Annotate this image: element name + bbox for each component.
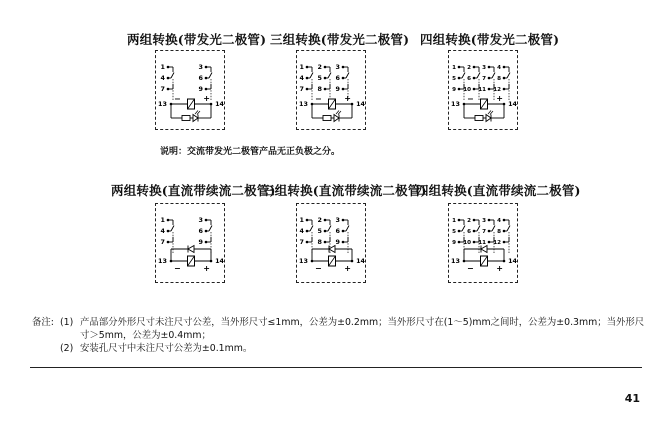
pin-label: 4 bbox=[299, 74, 304, 82]
pin-label: 1 bbox=[452, 218, 456, 224]
contact-arm bbox=[492, 73, 495, 79]
diagram-four-group-diode bbox=[448, 203, 518, 283]
title-two-group-diode: 两组转换(直流带续流二极管) bbox=[111, 183, 276, 198]
pin-label: 3 bbox=[482, 65, 486, 71]
pin-label: 8 bbox=[497, 76, 501, 82]
minus-sign: − bbox=[174, 94, 181, 104]
resistor bbox=[475, 116, 483, 121]
coil-pin-14: 14 bbox=[215, 257, 224, 266]
contact-arm bbox=[171, 226, 174, 232]
contact-arm bbox=[477, 226, 480, 232]
coil-pin-14: 14 bbox=[215, 100, 224, 109]
schematic-svg bbox=[449, 51, 519, 131]
plus-sign: + bbox=[344, 94, 351, 103]
led-triangle bbox=[193, 115, 198, 122]
resistor bbox=[323, 116, 331, 121]
pin-label: 6 bbox=[335, 74, 340, 82]
contact-arm bbox=[171, 73, 174, 79]
contact-arm bbox=[462, 226, 465, 232]
pin-label: 4 bbox=[497, 65, 501, 71]
contact-arm bbox=[462, 73, 465, 79]
coil-pin-13: 13 bbox=[158, 257, 167, 266]
pin-label: 8 bbox=[497, 229, 501, 235]
plus-sign: + bbox=[496, 94, 503, 103]
contact-arm bbox=[328, 226, 331, 232]
minus-sign: − bbox=[467, 94, 474, 104]
page-number: 41 bbox=[624, 392, 640, 405]
pin-label: 2 bbox=[467, 65, 471, 71]
pin-label: 1 bbox=[160, 63, 165, 71]
pin-label: 11 bbox=[478, 87, 486, 93]
pin-label: 2 bbox=[317, 63, 322, 71]
pin-label: 12 bbox=[493, 87, 501, 93]
contact-arm bbox=[310, 73, 313, 79]
pin-label: 12 bbox=[493, 240, 501, 246]
pin-label: 6 bbox=[335, 227, 340, 235]
pin-label: 1 bbox=[452, 65, 456, 71]
pin-label: 5 bbox=[452, 229, 456, 235]
schematic-svg bbox=[297, 51, 367, 131]
coil-pin-14: 14 bbox=[508, 257, 517, 266]
minus-sign: − bbox=[315, 94, 322, 104]
contact-arm bbox=[492, 226, 495, 232]
pin-label: 3 bbox=[335, 63, 340, 71]
diode-triangle bbox=[481, 246, 487, 253]
minus-sign: − bbox=[174, 264, 181, 273]
remarks-label: 备注: bbox=[32, 317, 54, 328]
schematic-svg bbox=[156, 204, 226, 284]
pin-label: 7 bbox=[482, 76, 486, 82]
title-two-group-led: 两组转换(带发光二极管) bbox=[127, 32, 267, 47]
pin-label: 9 bbox=[198, 85, 203, 93]
diagram-four-group-led bbox=[448, 50, 518, 130]
pin-label: 7 bbox=[299, 85, 304, 93]
pin-label: 6 bbox=[467, 76, 471, 82]
pin-label: 5 bbox=[452, 76, 456, 82]
plus-sign: + bbox=[203, 264, 210, 273]
footer-rule bbox=[30, 367, 642, 368]
contact-arm bbox=[209, 73, 212, 79]
pin-label: 3 bbox=[335, 216, 340, 224]
remark-1-text-a: 产品部分外形尺寸未注尺寸公差，当外形尺寸≤1mm，公差为±0.2mm；当外形尺寸在(1～5)mm之间时，公差为±0.3mm；当外形尺 bbox=[80, 317, 645, 328]
pin-label: 3 bbox=[198, 216, 203, 224]
plus-sign: + bbox=[203, 94, 210, 103]
pin-label: 2 bbox=[317, 216, 322, 224]
pin-label: 1 bbox=[299, 63, 304, 71]
pin-label: 6 bbox=[198, 74, 203, 82]
contact-arm bbox=[346, 73, 349, 79]
led-triangle bbox=[334, 115, 339, 122]
remark-1-num: (1) bbox=[60, 317, 74, 328]
pin-label: 7 bbox=[482, 229, 486, 235]
diagram-three-group-diode bbox=[296, 203, 366, 283]
contact-arm bbox=[477, 73, 480, 79]
pin-label: 11 bbox=[478, 240, 486, 246]
remark-1-line-2 bbox=[80, 329, 211, 342]
remark-2-text: 安装孔尺寸中未注尺寸公差为±0.1mm。 bbox=[80, 343, 253, 354]
remark-2 bbox=[60, 342, 252, 355]
diagram-three-group-led bbox=[296, 50, 366, 130]
coil-pin-13: 13 bbox=[299, 257, 308, 266]
pin-label: 8 bbox=[317, 85, 322, 93]
remark-1-text-b: 寸＞5mm，公差为±0.4mm； bbox=[80, 330, 211, 341]
coil-pin-14: 14 bbox=[356, 100, 365, 109]
pin-label: 3 bbox=[482, 218, 486, 224]
contact-arm bbox=[507, 226, 510, 232]
pin-label: 4 bbox=[299, 227, 304, 235]
title-four-group-led: 四组转换(带发光二极管) bbox=[420, 32, 560, 47]
title-four-group-diode: 四组转换(直流带续流二极管) bbox=[416, 183, 581, 198]
pin-label: 4 bbox=[497, 218, 501, 224]
pin-label: 10 bbox=[463, 240, 471, 246]
schematic-svg bbox=[449, 204, 519, 284]
pin-label: 9 bbox=[452, 240, 456, 246]
pin-label: 8 bbox=[317, 238, 322, 246]
pin-label: 4 bbox=[160, 227, 165, 235]
contact-arm bbox=[209, 226, 212, 232]
diagram-two-group-led bbox=[155, 50, 225, 130]
pin-label: 10 bbox=[463, 87, 471, 93]
pin-label: 9 bbox=[452, 87, 456, 93]
diode-triangle bbox=[188, 246, 194, 253]
contact-arm bbox=[346, 226, 349, 232]
contact-arm bbox=[507, 73, 510, 79]
pin-label: 6 bbox=[467, 229, 471, 235]
coil-pin-13: 13 bbox=[451, 257, 460, 266]
pin-label: 1 bbox=[299, 216, 304, 224]
coil-pin-14: 14 bbox=[508, 100, 517, 109]
coil-pin-13: 13 bbox=[451, 100, 460, 109]
pin-label: 7 bbox=[160, 238, 165, 246]
coil-pin-13: 13 bbox=[299, 100, 308, 109]
schematic-svg bbox=[297, 204, 367, 284]
note-ac-led: 说明：交流带发光二极管产品无正负极之分。 bbox=[160, 147, 341, 157]
pin-label: 1 bbox=[160, 216, 165, 224]
minus-sign: − bbox=[315, 264, 322, 273]
diagram-two-group-diode bbox=[155, 203, 225, 283]
schematic-svg bbox=[156, 51, 226, 131]
coil-pin-14: 14 bbox=[356, 257, 365, 266]
pin-label: 6 bbox=[198, 227, 203, 235]
remark-2-num: (2) bbox=[60, 343, 74, 354]
pin-label: 4 bbox=[160, 74, 165, 82]
minus-sign: − bbox=[467, 264, 474, 273]
contact-arm bbox=[328, 73, 331, 79]
pin-label: 7 bbox=[160, 85, 165, 93]
pin-label: 7 bbox=[299, 238, 304, 246]
coil-pin-13: 13 bbox=[158, 100, 167, 109]
title-three-group-diode: 三组转换(直流带续流二极管) bbox=[262, 183, 427, 198]
pin-label: 9 bbox=[335, 85, 340, 93]
led-triangle bbox=[486, 115, 491, 122]
pin-label: 3 bbox=[198, 63, 203, 71]
resistor bbox=[182, 116, 190, 121]
pin-label: 5 bbox=[317, 74, 322, 82]
pin-label: 9 bbox=[198, 238, 203, 246]
plus-sign: + bbox=[496, 264, 503, 273]
pin-label: 5 bbox=[317, 227, 322, 235]
plus-sign: + bbox=[344, 264, 351, 273]
remark-1-line-1 bbox=[60, 316, 644, 329]
pin-label: 9 bbox=[335, 238, 340, 246]
title-three-group-led: 三组转换(带发光二极管) bbox=[270, 32, 410, 47]
contact-arm bbox=[310, 226, 313, 232]
pin-label: 2 bbox=[467, 218, 471, 224]
